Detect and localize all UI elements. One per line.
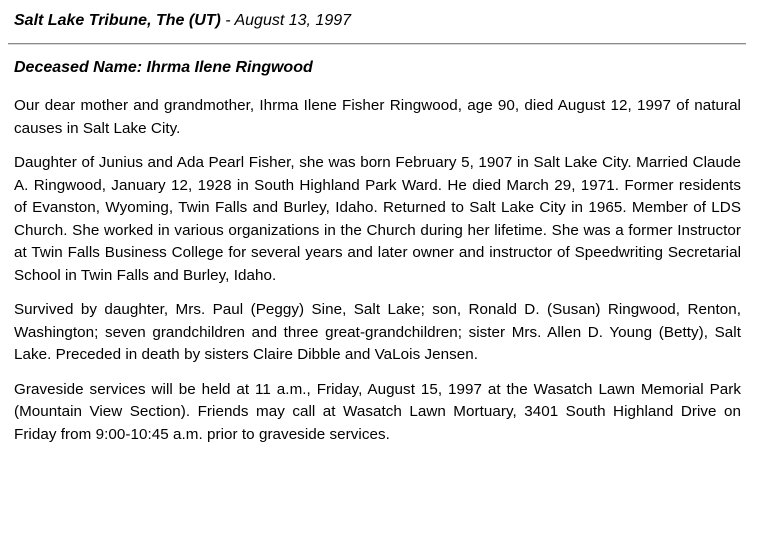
obituary-paragraph-1: Our dear mother and grandmother, Ihrma Ilene Fisher Ringwood, age 90, died August 12, 1997 of natural causes in Salt Lake City. <box>14 97 741 137</box>
header-separator: - <box>220 12 235 29</box>
obituary-paragraph-3: Survived by daughter, Mrs. Paul (Peggy) Sine, Salt Lake; son, Ronald D. (Susan) Ringwood, Renton, Washington; seven grandchildren and three great-grandchildren; sister Mrs. Allen D. Young (Betty), Salt Lake. Preceded in death by sisters Claire Dibble and VaLois Jensen. <box>14 301 741 363</box>
obituary-paragraph-2: Daughter of Junius and Ada Pearl Fisher, she was born February 5, 1907 in Salt Lake City. Married Claude A. Ringwood, January 12, 1928 in South Highland Park Ward. He died March 29, 1971. Former residents of Evanston, Wyoming, Twin Falls and Burley, Idaho. Returned to Salt Lake City in 1965. Member of LDS Church. She worked in various organizations in the Church during her lifetime. She was a former Instructor at Twin Falls Business College for several years and later owner and instructor of Speedwriting Secretarial School in Twin Falls and Burley, Idaho. <box>14 154 741 284</box>
document-header <box>14 10 351 32</box>
publication-date: August 13, 1997 <box>234 12 352 29</box>
obituary-paragraph-4: Graveside services will be held at 11 a.m., Friday, August 15, 1997 at the Wasatch Lawn Memorial Park (Mountain View Section). Friends may call at Wasatch Lawn Mortuary, 3401 South Highland Drive on Friday from 9:00-10:45 a.m. prior to graveside services. <box>14 380 741 443</box>
newspaper-source: Salt Lake Tribune, The (UT) <box>14 12 221 29</box>
deceased-name-heading: Deceased Name: Ihrma Ilene Ringwood <box>14 59 313 76</box>
header-divider <box>8 43 746 45</box>
obituary-body <box>14 95 741 458</box>
